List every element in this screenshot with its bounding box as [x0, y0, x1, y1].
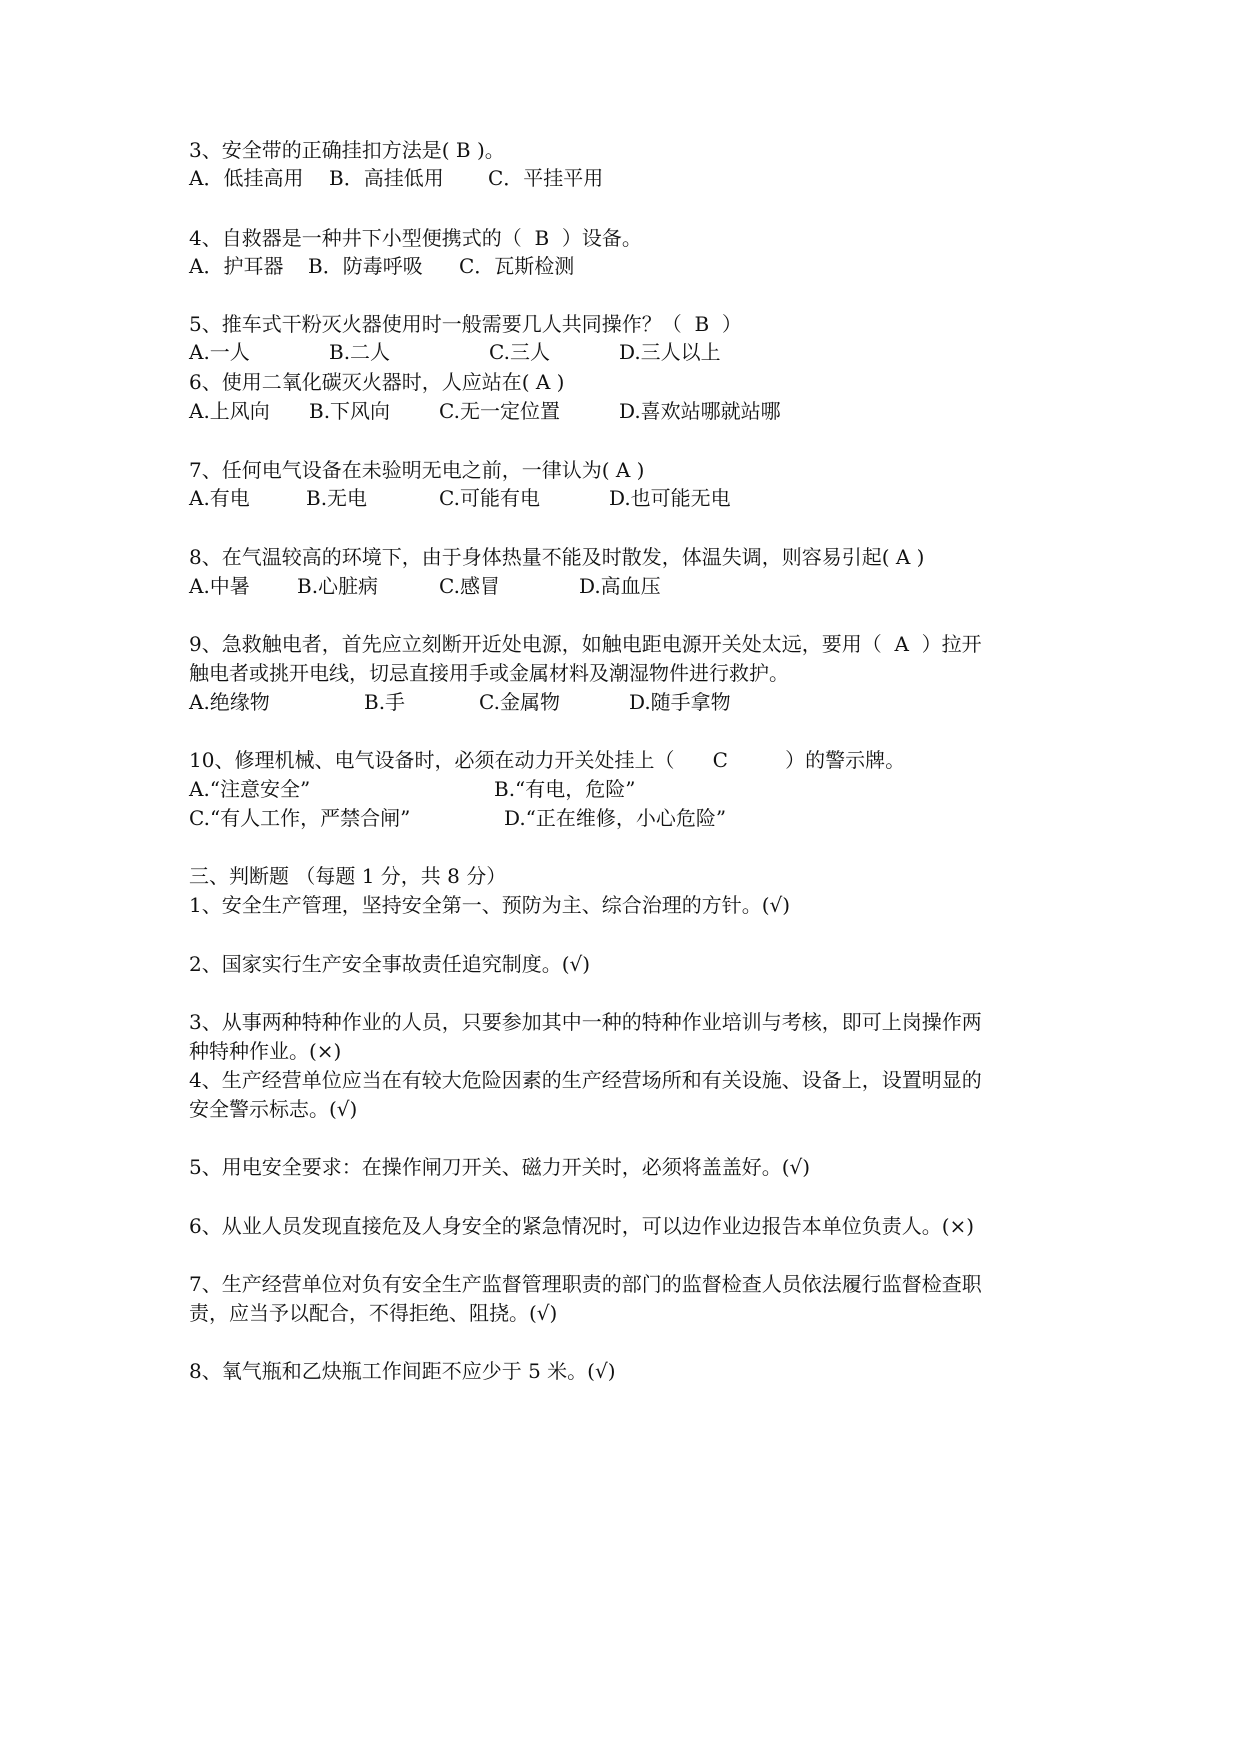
question-stem: 10、修理机械、电气设备时，必须在动力开关处挂上（ C ）的警示牌。: [189, 748, 906, 772]
judgement-item-continued: 种特种作业。(×): [189, 1039, 342, 1063]
question-stem: 8、在气温较高的环境下，由于身体热量不能及时散发，体温失调，则容易引起( A ): [189, 545, 925, 569]
option: D.也可能无电: [609, 486, 731, 510]
judgement-item-continued: 安全警示标志。(√): [189, 1097, 358, 1121]
option: D.高血压: [579, 574, 661, 598]
judgement-item-continued: 责，应当予以配合，不得拒绝、阻挠。(√): [189, 1301, 558, 1325]
option: D.三人以上: [619, 340, 721, 364]
option: B．防毒呼吸: [308, 254, 423, 278]
judgement-item: 1、安全生产管理，坚持安全第一、预防为主、综合治理的方针。(√): [189, 893, 791, 917]
option: C.三人: [489, 340, 550, 364]
option: B．高挂低用: [329, 166, 444, 190]
question-stem: 6、使用二氧化碳灭火器时，人应站在( A ): [189, 370, 565, 394]
section-heading: 三、判断题 （每题 1 分，共 8 分）: [189, 864, 507, 888]
question-options: [189, 804, 727, 832]
option: D.喜欢站哪就站哪: [619, 399, 781, 423]
question-options: [189, 164, 604, 192]
option: B.二人: [329, 340, 391, 364]
option: C.金属物: [479, 690, 560, 714]
question-stem: 9、急救触电者，首先应立刻断开近处电源，如触电距电源开关处太远，要用（ A ）拉开: [189, 632, 982, 656]
option: A.有电: [189, 486, 250, 510]
option: C.“有人工作，严禁合闸”: [189, 806, 411, 830]
option: A．低挂高用: [189, 166, 304, 190]
judgement-item: 6、从业人员发现直接危及人身安全的紧急情况时，可以边作业边报告本单位负责人。(×): [189, 1214, 975, 1238]
question-options: [189, 252, 575, 280]
option: A．护耳器: [189, 254, 284, 278]
option: B.下风向: [309, 399, 391, 423]
option: C．平挂平用: [488, 166, 604, 190]
question-options: [189, 775, 636, 803]
judgement-item: 3、从事两种特种作业的人员，只要参加其中一种的特种作业培训与考核，即可上岗操作两: [189, 1010, 982, 1034]
question-stem: 5、推车式干粉灭火器使用时一般需要几人共同操作？（ B ）: [189, 312, 742, 336]
option: D.随手拿物: [629, 690, 731, 714]
question-options: [189, 397, 781, 425]
option: A.上风向: [189, 399, 270, 423]
judgement-item: 7、生产经营单位对负有安全生产监督管理职责的部门的监督检查人员依法履行监督检查职: [189, 1272, 982, 1296]
judgement-item: 4、生产经营单位应当在有较大危险因素的生产经营场所和有关设施、设备上，设置明显的: [189, 1068, 982, 1092]
option: C.可能有电: [439, 486, 540, 510]
option: A.绝缘物: [189, 690, 270, 714]
option: C.感冒: [439, 574, 500, 598]
option: A.一人: [189, 340, 250, 364]
question-stem: 3、安全带的正确挂扣方法是( B )。: [189, 138, 505, 162]
question-options: [189, 688, 731, 716]
question-stem: 4、自救器是一种井下小型便携式的（ B ）设备。: [189, 226, 642, 250]
option: B.无电: [306, 486, 368, 510]
judgement-item: 2、国家实行生产安全事故责任追究制度。(√): [189, 952, 591, 976]
option: B.“有电，危险”: [494, 777, 636, 801]
option: B.心脏病: [297, 574, 379, 598]
question-options: [189, 484, 731, 512]
judgement-item: 5、用电安全要求：在操作闸刀开关、磁力开关时，必须将盖盖好。(√): [189, 1155, 811, 1179]
option: C．瓦斯检测: [459, 254, 575, 278]
judgement-item: 8、氧气瓶和乙炔瓶工作间距不应少于 5 米。(√): [189, 1359, 616, 1383]
question-stem: 7、任何电气设备在未验明无电之前，一律认为( A ): [189, 458, 645, 482]
option: A.“注意安全”: [189, 777, 311, 801]
question-options: [189, 338, 721, 366]
option: A.中暑: [189, 574, 250, 598]
option: D.“正在维修，小心危险”: [504, 806, 727, 830]
option: C.无一定位置: [439, 399, 560, 423]
option: B.手: [364, 690, 406, 714]
question-options: [189, 572, 661, 600]
question-stem-continued: 触电者或挑开电线，切忌直接用手或金属材料及潮湿物件进行救护。: [189, 661, 789, 685]
